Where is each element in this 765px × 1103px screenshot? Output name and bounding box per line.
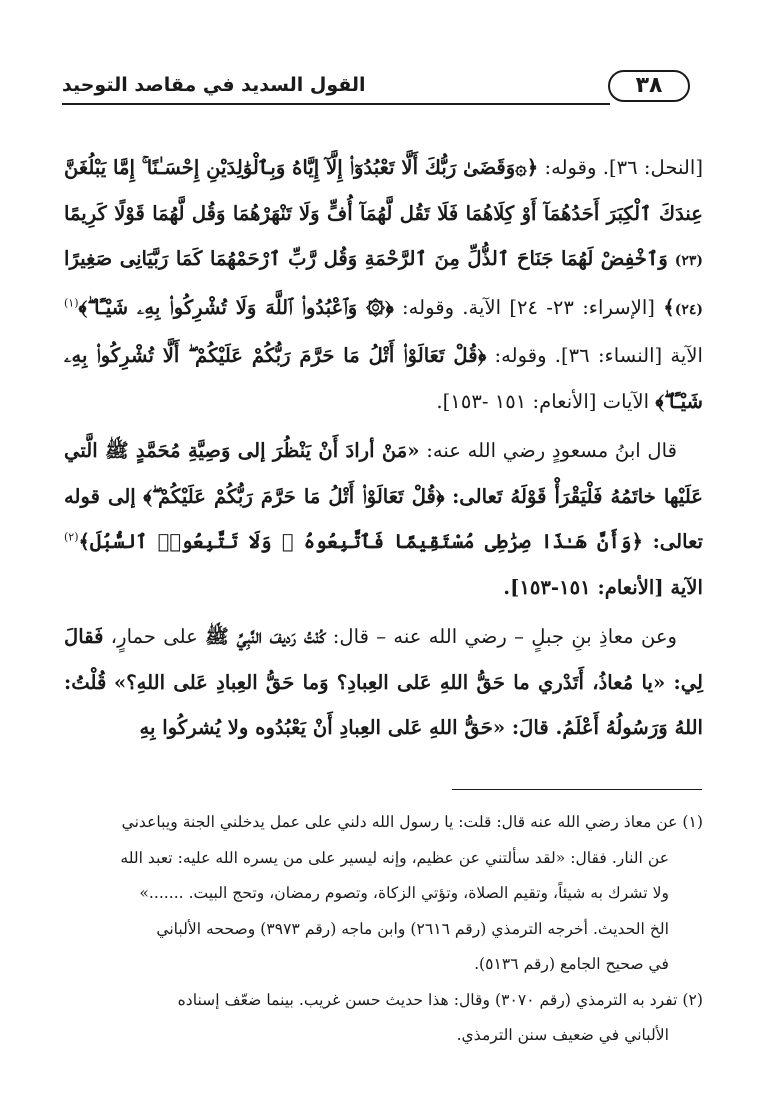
hadith-quote: قُلْتُ: اللهُ وَرَسُولُهُ أَعْلَمُ. قالَ: «حَقُّ اللهِ عَلى العِبادِ أَنْ يَعْبُدُوه ولا يُشركُوا بِهِ <box>64 670 703 739</box>
footnote-separator <box>452 789 702 790</box>
footnote-marker[interactable]: (١) <box>64 295 79 309</box>
hadith-quote: «مَنْ أرادَ أَنْ يَنْظُرَ إلى وَصِيَّةِ مُحَمَّدٍ ﷺ الَّتي عَلَيْها خاتَمُهُ فَلْيَقْرَأْ قَوْلَهُ تَعالى: <box>64 439 703 508</box>
footnote-2 <box>64 983 703 1019</box>
ayah-number: (٢٣) <box>674 253 703 269</box>
footnotes <box>64 805 703 1054</box>
quran-verse: وَقَضَىٰ رَبُّكَ أَلَّا تَعْبُدُوٓا۟ إِلَّآ إِيَّاهُ وَبِٱلْوَٰلِدَيْنِ إِحْسَـٰنًا ۚ إِمَّا يَبْلُغَنَّ عِندَكَ ٱلْكِبَرَ أَحَدُهُمَآ أَوْ كِلَاهُمَا فَلَا تَقُل لَّهُمَآ أُفٍّ وَلَا تَنْهَرْهُمَا وَقُل لَّهُمَا قَوْلًا كَرِيمًا <box>64 156 703 225</box>
footnote-line: الخ الحديث. أخرجه الترمذي (رقم ٢٦١٦) وابن ماجه (رقم ٣٩٧٣) وصححه الألباني <box>156 919 669 938</box>
main-text <box>64 145 703 751</box>
source-citation: الآية [الأنعام: ١٥١-١٥٣]. <box>503 575 703 599</box>
narration-intro: وعن معاذِ بنِ جبلٍ – رضي الله عنه – قال: <box>332 625 678 648</box>
footnote-1 <box>64 805 703 841</box>
source-citation: [الإسراء: ٢٣- ٢٤] الآية. وقوله: <box>402 295 655 319</box>
transition-text: إلى قوله تعالى: <box>64 484 703 553</box>
quran-verse: ﴿قُلْ تَعَالَوْا۟ أَتْلُ مَا حَرَّمَ رَبُّكُمْ عَلَيْكُمْ ۖ﴾ <box>143 484 445 508</box>
footnote-1-continued <box>64 947 703 983</box>
quran-verse: ﴿وَأَنَّ هَـٰذَا صِرَٰطِى مُسْتَقِيمًا فَٱتَّبِعُوهُ ۖ وَلَا تَتَّبِعُوا۟ ٱلسُّبُلَ﴾ <box>78 530 643 553</box>
narration-intro: قال ابنُ مسعودٍ رضي الله عنه: <box>426 439 677 462</box>
quran-verse: وَٱخْفِضْ لَهُمَا جَنَاحَ ٱلذُّلِّ مِنَ ٱلرَّحْمَةِ وَقُل رَّبِّ ٱرْحَمْهُمَا كَمَا رَبَّيَانِى صَغِيرًا <box>64 247 668 270</box>
source-citation: الآيات [الأنعام: ١٥١ -١٥٣]. <box>436 389 650 413</box>
page-header <box>62 66 690 106</box>
ayah-number: (٢٤) <box>674 301 703 318</box>
hadith-quote: فَقالَ لِي: «يا مُعاذُ، أَتَدْري ما حَقُّ اللهِ عَلى العِبادِ؟ وَما حَقُّ العِبادِ عَلى اللهِ؟» <box>64 625 704 694</box>
footnote-line: في صحيح الجامع (رقم ٥١٣٦). <box>474 955 669 973</box>
quran-verse: ﴿قُلْ تَعَالَوْا۟ أَتْلُ مَا حَرَّمَ رَبُّكُمْ عَلَيْكُمْ ۖ أَلَّا تُشْرِكُوا۟ بِهِۦ شَيْـًٔا ۖ﴾ <box>64 344 703 413</box>
footnote-2-continued <box>64 1018 703 1054</box>
source-citation: [النحل: ٣٦]. وقوله: <box>544 156 703 179</box>
narration-text: على حمارٍ، <box>110 625 198 648</box>
paragraph-muadh <box>64 614 703 751</box>
footnote-marker[interactable]: (٢) <box>64 530 79 544</box>
footnote-1-continued <box>64 841 703 877</box>
footnote-1-continued <box>64 912 703 948</box>
page-number-badge: ٣٨ <box>608 70 690 102</box>
quran-verse: ﴿۞ وَٱعْبُدُوا۟ ٱللَّهَ وَلَا تُشْرِكُوا۟ بِهِۦ شَيْـًٔا ۖ﴾ <box>78 295 394 319</box>
running-title: القول السديد في مقاصد التوحيد <box>62 74 366 96</box>
footnote-line: ولا تشرك به شيئاً، وتقيم الصلاة، وتؤتي الزكاة، وتصوم رمضان، وتحج البيت. .......» <box>139 884 669 902</box>
hadith-quote: كُنْتُ رَديفَ النَّبِيِّ ﷺ <box>205 625 326 648</box>
verse-ornament-close: ﴾ <box>663 295 675 319</box>
paragraph-ibn-masud <box>64 428 703 610</box>
verse-ornament-open: ﴿۞ <box>515 156 539 179</box>
footnote-line: الألباني في ضعيف سنن الترمذي. <box>456 1026 669 1044</box>
footnote-line: عن النار. فقال: «لقد سألتني عن عظيم، وإنه ليسير على من يسره الله عليه: تعبد الله <box>120 848 669 867</box>
paragraph-verses <box>64 145 703 424</box>
source-citation: الآية [النساء: ٣٦]. وقوله: <box>494 344 703 367</box>
footnote-1-continued <box>64 876 703 912</box>
header-rule <box>62 103 610 105</box>
footnote-line: (٢) تفرد به الترمذي (رقم ٣٠٧٠) وقال: هذا حديث حسن غريب. بينما ضعّف إسناده <box>177 990 703 1009</box>
footnote-line: (١) عن معاذ رضي الله عنه قال: قلت: يا رسول الله دلني على عمل يدخلني الجنة ويباعدني <box>121 813 703 831</box>
